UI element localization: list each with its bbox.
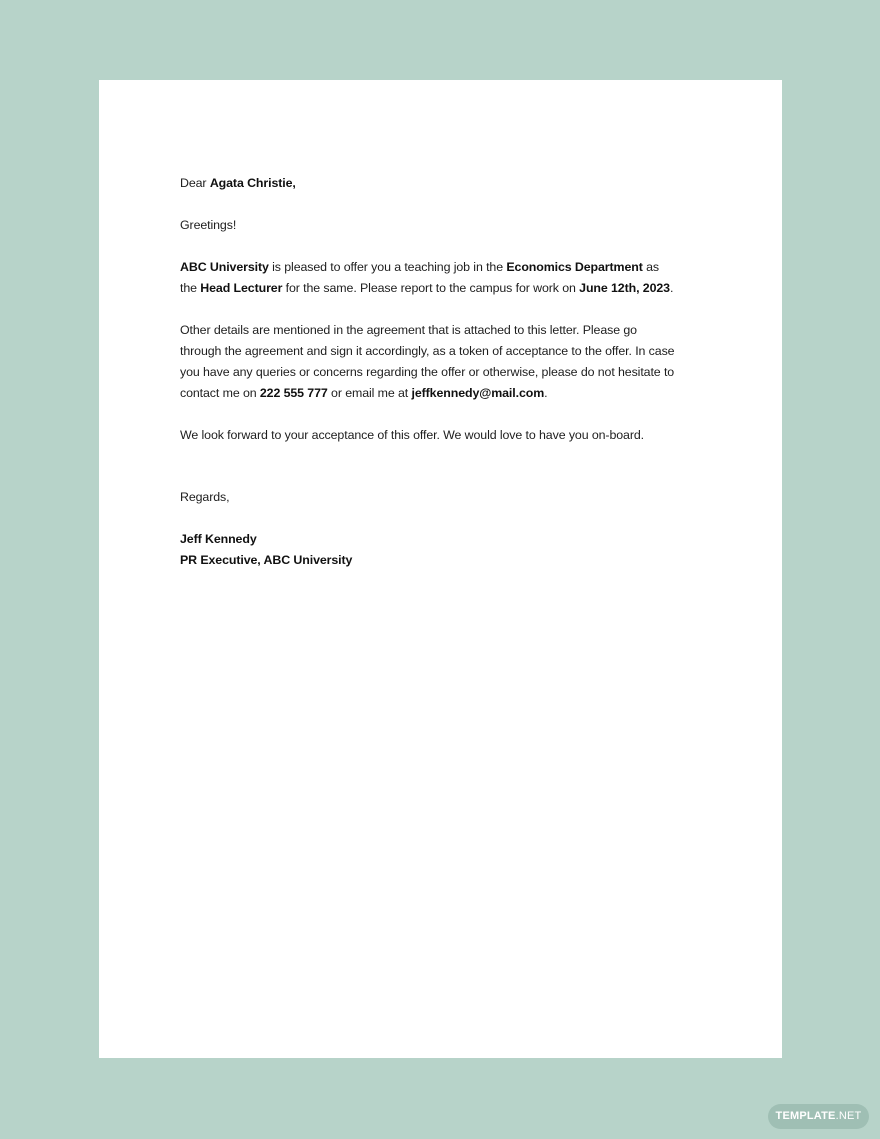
text-line [180,529,720,550]
text: as [642,260,659,274]
letter-paragraph [180,320,720,404]
bold-text: Jeff Kennedy [180,532,257,546]
text-line [180,320,720,341]
letter-page [99,80,782,1058]
template-net-badge[interactable] [768,1104,869,1129]
text: Other details are mentioned in the agreement that is attached to this letter. Please go [180,323,637,337]
text: Regards, [180,490,230,504]
text: or email me at [327,386,412,400]
text-line [180,383,720,404]
badge-suffix: .NET [835,1110,862,1122]
text: We look forward to your acceptance of this offer. We would love to have you on-board. [180,428,644,442]
text-line [180,487,720,508]
text-line [180,425,720,446]
text: the [180,281,201,295]
bold-text: Agata Christie, [209,176,296,190]
letter-paragraph [180,425,720,446]
text-line [180,278,720,299]
text: Greetings! [180,218,237,232]
letter-paragraph [180,487,720,508]
text-line [180,362,720,383]
text: you have any queries or concerns regarding the offer or otherwise, please do not hesitate to [180,365,675,379]
text: through the agreement and sign it accordingly, as a token of acceptance to the offer. In case [180,344,675,358]
bold-text: ABC University [180,260,269,274]
text-line [180,550,720,571]
text-line [180,341,720,362]
text-line [180,257,720,278]
letter-paragraph [180,215,720,236]
letter-body [180,173,720,571]
text-line [180,173,720,194]
text-line [180,215,720,236]
text: for the same. Please report to the campus for work on [282,281,580,295]
letter-paragraph [180,257,720,299]
badge-brand: TEMPLATE [775,1110,836,1122]
text: contact me on [180,386,260,400]
text: . [544,386,548,400]
text: . [669,281,674,295]
bold-text: 222 555 777 [259,386,328,400]
bold-text: PR Executive, ABC University [180,553,353,567]
bold-text: jeffkennedy@mail.com [411,386,545,400]
letter-paragraph [180,173,720,194]
bold-text: Economics Department [506,260,643,274]
bold-text: Head Lecturer [200,281,283,295]
text: is pleased to offer you a teaching job in the [268,260,507,274]
letter-paragraph [180,529,720,571]
text: Dear [180,176,210,190]
bold-text: June 12th, 2023 [579,281,670,295]
